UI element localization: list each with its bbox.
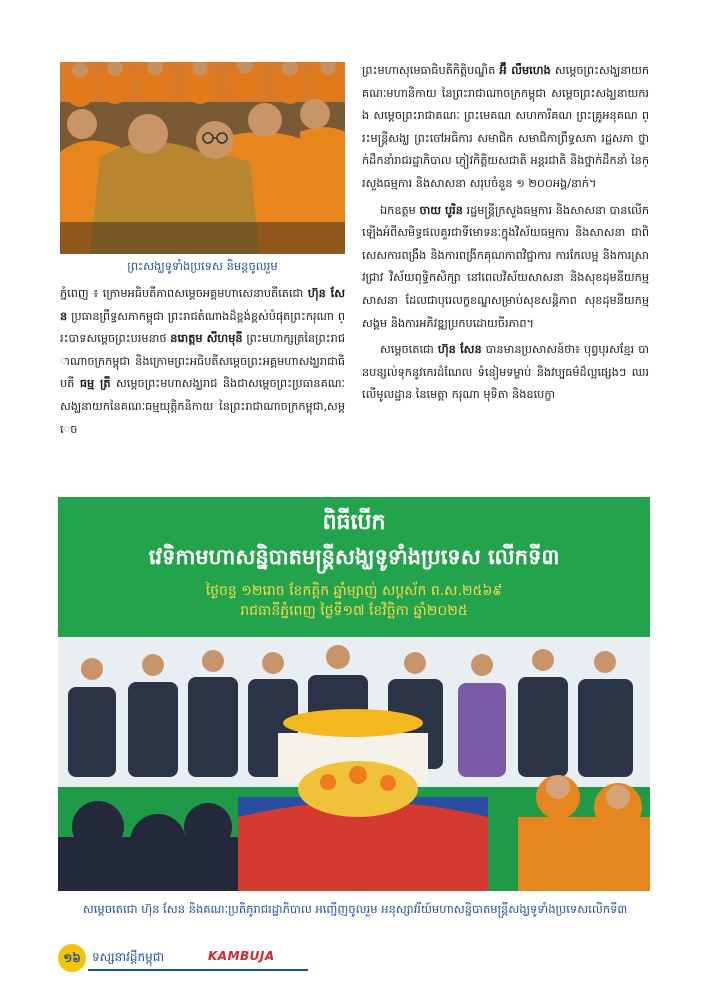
name-bold: ចាយ បូរិន [419, 203, 463, 217]
monks-illustration [60, 62, 345, 254]
photo-caption-top: ព្រះសង្ឃទូទាំងប្រទេស និមន្តចូលរួម [127, 259, 278, 273]
page-number: ១៦ [58, 944, 86, 972]
text-run: សម្តេចព្រះសង្ឃនាយកគណៈមហានិកាយ នៃព្រះរាជាណាចក្រកម្ពុជា សម្តេចព្រះសង្ឃនាយករង សម្តេចព្រះរាជាគណៈ ព្រះមេគណ សហការីគណ ព្រះគ្រូអនុគណ ព្រះមន្ត្រីសង្ឃ ព្រះចៅអធិការ សមាជិក សមាជិកាព្រឹទ្ធសភា រដ្ឋសភា ថ្នាក់ដឹកនាំរាជរដ្ឋាភិបាល ភ្ញៀវកិត្តិយសជាតិ អន្តរជាតិ និងថ្នាក់ដឹកនាំ នៃក្រសួងធម្មការ និងសាសនា សរុបចំនួន ១ ២០០អង្គ/នាក់។ [362, 64, 649, 190]
paragraph-speech [362, 339, 649, 407]
text-run: ឯកឧត្តម [380, 203, 420, 217]
banner-subtitle: វេទិកាមហាសន្និបាតមន្ត្រីសង្ឃទូទាំងប្រទេស លើកទី៣ [148, 545, 560, 569]
name-bold: ធម្ម ត្រី [79, 377, 111, 391]
left-text-column [60, 283, 345, 493]
paragraph-attendees [362, 60, 649, 196]
page-footer [58, 944, 358, 974]
paragraph-intro [60, 283, 345, 441]
right-text-column [362, 60, 649, 492]
text-run: បានមានប្រសាសន៍ថា៖ បុព្វបុរសខ្មែរ បានបន្សល់ទុកនូវកេរដំណែល ទំនៀមទម្លាប់ និងវប្បធម៌ដ៏ល្អផ្សេងៗ ឈរលើមូលដ្ឋាន នៃមេត្តា ករុណា មុទិតា និងឧបេក្ខា [362, 343, 649, 402]
text-run: ព្រះមហាសុមេធាធិបតីកិត្តិបណ្ឌិត [362, 64, 500, 77]
name-bold: ហ៊ុន សែន [437, 343, 482, 357]
text-run: សម្តេចតេជោ [380, 343, 438, 357]
name-bold: ហ៊ុន សែន [60, 287, 345, 323]
name-bold: នរោត្តម សីហមុនី [170, 332, 243, 346]
name-bold: អ៊ឹ លឹមហេង [499, 64, 551, 77]
monks-photo [60, 62, 345, 254]
text-run: ប្រធានព្រឹទ្ធសភាកម្ពុជា ព្រះរាជតំណាងដ៏ខ្ពង់ខ្ពស់បំផុតព្រះករុណា ព្រះបាទសម្តេចព្រះបរមនាថ [60, 309, 345, 346]
ceremony-photo [58, 497, 650, 891]
footer-divider [88, 969, 308, 971]
text-run: ភ្នំពេញ ៖ ក្រោមអធិបតីភាពសម្តេចអគ្គមហាសេនាបតីតេជោ [60, 287, 308, 300]
paragraph-minister [362, 200, 649, 336]
banner-date-lunar: ថ្ងៃចន្ទ ១២រោច ខែកត្តិក ឆ្នាំម្សាញ់ សប្តស័ក ព.ស.២៥៦៩ [205, 583, 503, 599]
banner-title: ពិធីបើក [322, 510, 386, 535]
magazine-name: ទស្សនាវដ្ដីកម្ពុជា [92, 950, 165, 964]
magazine-brand: KAMBUJA [208, 949, 275, 963]
banner-date-location: រាជធានីភ្នំពេញ ថ្ងៃទី១៧ ខែវិច្ឆិកា ឆ្នាំ២០២៥ [240, 603, 468, 619]
text-run: សម្តេចព្រះមហាសង្ឃរាជ និងជាសម្តេចព្រះប្រធានគណៈសង្ឃនាយកនៃគណៈធម្មយុត្តិកនិកាយ នៃព្រះរាជាណាចក្រកម្ពុជា,សម្តេច [60, 377, 345, 436]
photo-caption-bottom: សម្តេចតេជោ ហ៊ុន សែន និងគណៈប្រតិភូរាជរដ្ឋាភិបាល អញ្ជើញចូលរួម អនុស្សាវរីយ៍មហាសន្និបាតមន្ត្រីសង្ឃទូទាំងប្រទេសលើកទី៣ [82, 902, 628, 916]
text-run: ព្រះមហាក្សត្រនៃព្រះរាជាណាចក្រកម្ពុជា និងក្រោមព្រះអធិបតីសម្តេចព្រះអគ្គមហាសង្ឃរាជាធិបតី [60, 332, 345, 391]
text-run: រដ្ឋមន្ត្រីក្រសួងធម្មការ និងសាសនា បានលើកឡើងអំពីសមិទ្ធផលគួរជាទីមោទនៈក្នុងវិស័យធម្មការ និងសាសនា ជាពិសេសការពង្រឹង និងការពង្រីកគុណភាពវិជ្ជាការ ការកែលម្អ និងការស្រាវជ្រាវ វិស័យពុទ្ធិកសិក្សា នៅពេលវិស័យសាសនា និងសុខដុមនីយកម្មសាសនា ដែលជាបុរេលក្ខខណ្ឌសម្រាប់សុខសន្តិភាព សុខដុមនីយកម្មសង្គម និងការអភិវឌ្ឍប្រកបដោយចីរភាព។ [362, 203, 649, 330]
